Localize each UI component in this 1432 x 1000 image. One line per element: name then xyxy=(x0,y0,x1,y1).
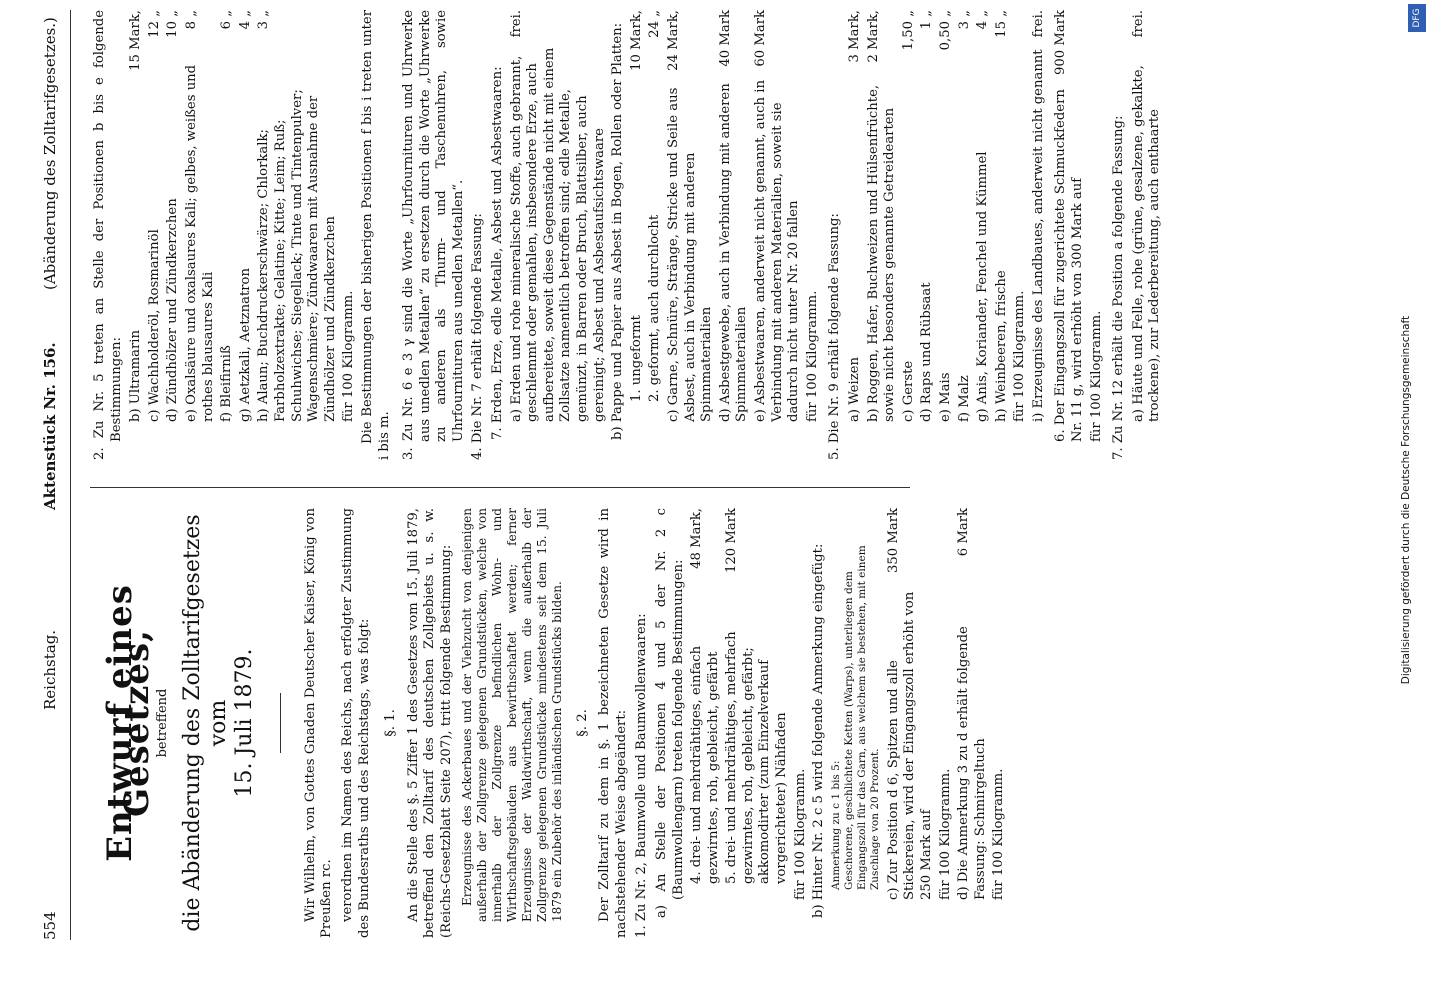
nr5-item-value: 3 „ xyxy=(256,10,272,30)
nr7b2-value: 24 „ xyxy=(647,10,663,38)
nr9-item-row xyxy=(994,10,1011,460)
nr9-item-label: d) Raps und Rübsaat xyxy=(919,282,935,422)
nr7-unit: für 100 Kilogramm. xyxy=(804,290,820,422)
nr9-item-row xyxy=(957,10,974,460)
page-number: 554 xyxy=(41,911,59,940)
nr9-item-row xyxy=(901,10,918,460)
item-1d-unit: für 100 Kilogramm. xyxy=(991,768,1007,900)
nr7c-value: 24 Mark, xyxy=(666,10,681,71)
right-column xyxy=(92,10,1166,460)
item-6-label: 6. Der Eingangszoll für zugerichtete Schmuckfedern Nr. 11 g, wird erhöht von 300 Mark auf xyxy=(1053,89,1086,442)
nr5-item-row xyxy=(238,10,255,460)
nr5-item-row xyxy=(219,10,236,460)
nr9-item-label: g) Anis, Koriander, Fenchel und Kümmel xyxy=(975,151,991,422)
nr7b2-label: 2. geformt, auch durchlocht xyxy=(647,214,663,402)
nr7d-label: d) Asbestgewebe, auch in Verbindung mit anderen Spinnmaterialien xyxy=(717,83,750,422)
item-1c-value: 350 Mark xyxy=(885,508,901,574)
nr9-item-label: f) Malz xyxy=(956,375,972,422)
item-1c-row xyxy=(886,508,936,938)
item-1d-label: d) Die Anmerkung 3 zu d erhält folgende Fassung: Schmirgeltuch xyxy=(956,626,988,900)
nr5-item-label: g) Aetzkali, Aetznatron xyxy=(237,268,253,422)
nr9-item-row xyxy=(847,10,864,460)
nr9-item-label: c) Gerste xyxy=(900,360,916,422)
preamble-1: Wir Wilhelm, von Gottes Gnaden Deutscher Kaiser, König von Preußen rc. xyxy=(302,508,335,938)
nr9-item-value: 15 „ xyxy=(993,10,1009,38)
nr5-item-label: d) Zündhölzer und Zündkerzchen xyxy=(165,198,181,422)
list-nr5-unit: für 100 Kilogramm. xyxy=(341,290,357,422)
nr7a-label: a) Erden und rohe mineralische Stoffe, auch gebrannt, geschlemmt oder gemahlen, insbesondere Erze, auch aufbereitete, soweit diese Gegenstände nicht mit einem Zollsatze namentlich betroffen sind; edle Metalle, gemünzt, in Barren oder Bruch, Blattsilber, auch gereinigt; Asbest und Asbestaufsichtswaare xyxy=(508,47,607,422)
list-nr9-unit: für 100 Kilogramm. xyxy=(1012,290,1028,422)
document-subtitle xyxy=(180,508,258,938)
nr9i-row xyxy=(1031,10,1048,460)
nr7a-row xyxy=(509,10,609,460)
nr7d-value: 40 Mark xyxy=(717,10,733,67)
nr9-item-row xyxy=(919,10,936,460)
title-rule xyxy=(280,693,281,753)
item-1a4-label: 4. drei- und mehrdrähtiges, einfach gezwirntes, roh, gebleicht, gefärbt xyxy=(689,645,721,884)
nr7b1-label: 1. ungeformt xyxy=(628,315,644,402)
item-1a5-value: 120 Mark xyxy=(724,508,740,574)
item-1c-unit: für 100 Kilogramm. xyxy=(937,768,953,900)
nr7a-value: frei. xyxy=(508,10,524,38)
subtitle-line-1: die Abänderung des Zolltarifgesetzes vom xyxy=(179,514,231,932)
nr5-item-value: 4 „ xyxy=(237,10,253,30)
nr9-item-label: a) Weizen xyxy=(846,357,862,422)
item-5: 5. Die Nr. 9 erhält folgende Fassung: xyxy=(827,213,843,460)
item-1a5-label: 5. drei- und mehrdrähtiges, mehrfach gezwirntes, roh, gebleicht, gefärbt; akkomodirter (zum Einzelverkauf vorgerichteter) Nähfaden xyxy=(724,631,790,884)
nr7c-row xyxy=(666,10,716,460)
nr9-item-value: 4 „ xyxy=(975,10,991,30)
nr5-item-value: 15 Mark, xyxy=(128,10,144,71)
list-nr9 xyxy=(847,10,1010,460)
section-2-heading: §. 2. xyxy=(574,709,590,737)
nr5-item-value: 8 „ xyxy=(183,10,199,30)
item-4: 4. Die Nr. 7 erhält folgende Fassung: xyxy=(470,213,486,460)
section-1-quote: Erzeugnisse des Ackerbaues und der Viehzucht von denjenigen außerhalb der Zollgrenze gelegenen Grundstücken, welche von innerhalb der Zollgrenze befindlichen Wohn- und Wirthschaftsgebäuden aus bewirthschaftet werden; ferner Erzeugnisse der Waldwirthschaft, wenn die außerhalb der Zollgrenze gelegenen Grundstücke mindestens seit dem 15. Juli 1879 ein Zubehör des inländischen Grundstücks bilden. xyxy=(459,508,564,922)
item-1b-note xyxy=(830,508,882,938)
nr7b: b) Pappe und Papier aus Asbest in Bogen, Rollen oder Platten: xyxy=(610,22,626,440)
section-2-text: Der Zolltarif zu dem in §. 1 bezeichneten Gesetze wird in nachstehender Weise abgeändert: xyxy=(597,508,629,938)
header-right: (Abänderung des Zolltarifgesetzes.) xyxy=(41,17,59,290)
left-column xyxy=(92,508,1010,938)
nr7b2-row xyxy=(647,10,664,460)
document-title: Entwurf eines Gesetzes, xyxy=(100,584,157,862)
note-heading: Anmerkung zu c 1 bis 5: xyxy=(829,760,842,890)
nr7e-label: e) Asbestwaaren, anderweit nicht genannt, auch in Verbindung mit anderen Materialien, soweit sie dadurch nicht unter Nr. 20 fallen xyxy=(752,80,802,422)
nr9-item-label: e) Mais xyxy=(937,372,953,422)
item-7: 7. Zu Nr. 12 erhält die Position a folgende Fassung: xyxy=(1111,115,1127,460)
preamble-2: verordnen im Namen des Reichs, nach erfolgter Zustimmung des Bundesraths und des Reichstags, was folgt: xyxy=(339,508,372,938)
nr9-item-value: 2 Mark, xyxy=(865,10,881,63)
betreffend-label: betreffend xyxy=(155,688,171,758)
nr9-item-value: 1,50 „ xyxy=(900,10,916,51)
item-3: 3. Zu Nr. 6 e 3 γ sind die Worte „Uhrfournituren und Uhrwerke aus unedlen Metallen“ zu ersetzen durch die Worte „Uhrwerke zu anderen als Thurm- und Taschenuhren, sowie Uhrfournituren aus unedlen Metallen“. xyxy=(401,10,466,460)
nr9-item-label: b) Roggen, Hafer, Buchweizen und Hülsenfrüchte, sowie nicht besonders genannte Getreidearten xyxy=(865,84,898,422)
nr9-item-value: 1 „ xyxy=(919,10,935,30)
nr12a-label: a) Häute und Felle, rohe (grüne, gesalzene, gekalkte, trockene), zur Lederbereitung, auch enthaarte xyxy=(1130,65,1163,422)
nr12a-row xyxy=(1131,10,1164,460)
dfg-logo: DFG xyxy=(1408,4,1426,32)
subtitle-line-2: 15. Juli 1879. xyxy=(231,648,257,798)
column-rule xyxy=(90,487,910,488)
nr5-item-label: b) Ultramarin xyxy=(128,330,144,422)
item-1a: a) An Stelle der Positionen 4 und 5 der Nr. 2 c (Baumwollengarn) treten folgende Bestimmungen: xyxy=(653,508,686,918)
nr5-item-label: h) Alaun; Buchdruckerschwärze; Chlorkalk; Farbholzextrakte; Gelatine; Kitte; Leim; Ruß; Schuhwichse; Siegellack; Tinte und Tintenpulver; Wagenschmiere; Zündwaaren mit Ausnahme der Zündhölzer und Zündkerzchen xyxy=(256,89,338,422)
digitization-credit: Digitalisierung gefördert durch die Deutsche Forschungsgemeinschaft xyxy=(1400,315,1412,685)
nr5-item-row xyxy=(184,10,217,460)
item-1a4-row xyxy=(689,508,722,938)
nr5-item-value: 12 „ xyxy=(146,10,162,38)
nr9-item-row xyxy=(866,10,899,460)
list-nr5 xyxy=(128,10,339,460)
nr5-item-label: c) Wachholderöl, Rosmarinöl xyxy=(146,229,162,422)
item-6-unit: für 100 Kilogramm. xyxy=(1088,310,1104,442)
nr5-item-label: e) Oxalsäure und oxalsaures Kali; gelbes, weißes und rothes blausaures Kali xyxy=(183,64,216,422)
nr5-item-label: f) Bleifirniß xyxy=(219,345,235,422)
item-1a4-value: 48 Mark, xyxy=(689,508,705,569)
nr9-item-value: 3 „ xyxy=(956,10,972,30)
item-1: 1. Zu Nr. 2, Baumwolle und Baumwollenwaaren: xyxy=(634,613,650,938)
nr9-item-row xyxy=(975,10,992,460)
nr7d-row xyxy=(718,10,751,460)
nr5-item-row xyxy=(128,10,145,460)
nr7c-label: c) Garne, Schnüre, Stränge, Stricke und Seile aus Asbest, auch in Verbindung mit anderen Spinnmaterialien xyxy=(666,87,715,422)
list-nr5-after: Die Bestimmungen der bisherigen Positionen f bis i treten unter i bis m. xyxy=(359,10,392,460)
item-6-row xyxy=(1053,10,1086,460)
nr5-item-row xyxy=(147,10,164,460)
page-header xyxy=(30,17,70,940)
nr7b1-row xyxy=(629,10,646,460)
section-1-text: An die Stelle des §. 5 Ziffer 1 des Gesetzes vom 15. Juli 1879, betreffend den Zolltarif des deutschen Zollgebiets u. s. w. (Reichs-Gesetzblatt Seite 207), tritt folgende Bestimmung: xyxy=(405,508,454,938)
nr7e-row xyxy=(753,10,803,460)
nr7e-value: 60 Mark xyxy=(752,10,768,67)
item-1a5-row xyxy=(724,508,790,938)
nr7b1-value: 10 Mark, xyxy=(628,10,644,71)
nr7-heading: 7. Erden, Erze, edle Metalle, Asbest und Asbestwaaren: xyxy=(490,66,506,440)
item-1d-row xyxy=(956,508,989,938)
nr9i-value: frei. xyxy=(1030,10,1046,38)
item-1b: b) Hinter Nr. 2 c 5 wird folgende Anmerkung eingefügt: xyxy=(811,543,827,918)
item-6-value: 900 Mark xyxy=(1053,10,1069,76)
nr9-item-label: h) Weinbeeren, frische xyxy=(993,270,1009,422)
nr9-item-value: 3 Mark, xyxy=(846,10,862,63)
header-middle: Aktenstück Nr. 156. xyxy=(41,342,59,510)
nr9-item-row xyxy=(938,10,955,460)
section-1-heading: §. 1. xyxy=(383,709,399,737)
item-1c-label: c) Zur Position d 6, Spitzen und alle Stickereien, wird der Eingangszoll erhöht von 250 Mark auf xyxy=(885,591,935,900)
nr5-item-value: 6 „ xyxy=(219,10,235,30)
header-left: Reichstag. xyxy=(41,629,59,710)
nr12a-value: frei. xyxy=(1130,10,1146,38)
nr5-item-value: 10 „ xyxy=(165,10,181,38)
item-2: 2. Zu Nr. 5 treten an Stelle der Positionen b bis e folgende Bestimmungen: xyxy=(92,10,124,460)
header-rule xyxy=(70,10,71,940)
item-1d-value: 6 Mark xyxy=(956,508,972,557)
item-1a5-unit: für 100 Kilogramm. xyxy=(792,768,808,900)
nr9i-label: i) Erzeugnisse des Landbaues, anderweit nicht genannt xyxy=(1030,49,1046,422)
note-text: Geschorene, geschlichtete Ketten (Warps), unterliegen dem Eingangszoll für das Garn, aus welchem sie bestehen, mit einem Zuschlage von 20 Prozent. xyxy=(842,545,881,890)
nr9-item-value: 0,50 „ xyxy=(937,10,953,51)
nr5-item-row xyxy=(165,10,182,460)
nr5-item-row xyxy=(256,10,339,460)
